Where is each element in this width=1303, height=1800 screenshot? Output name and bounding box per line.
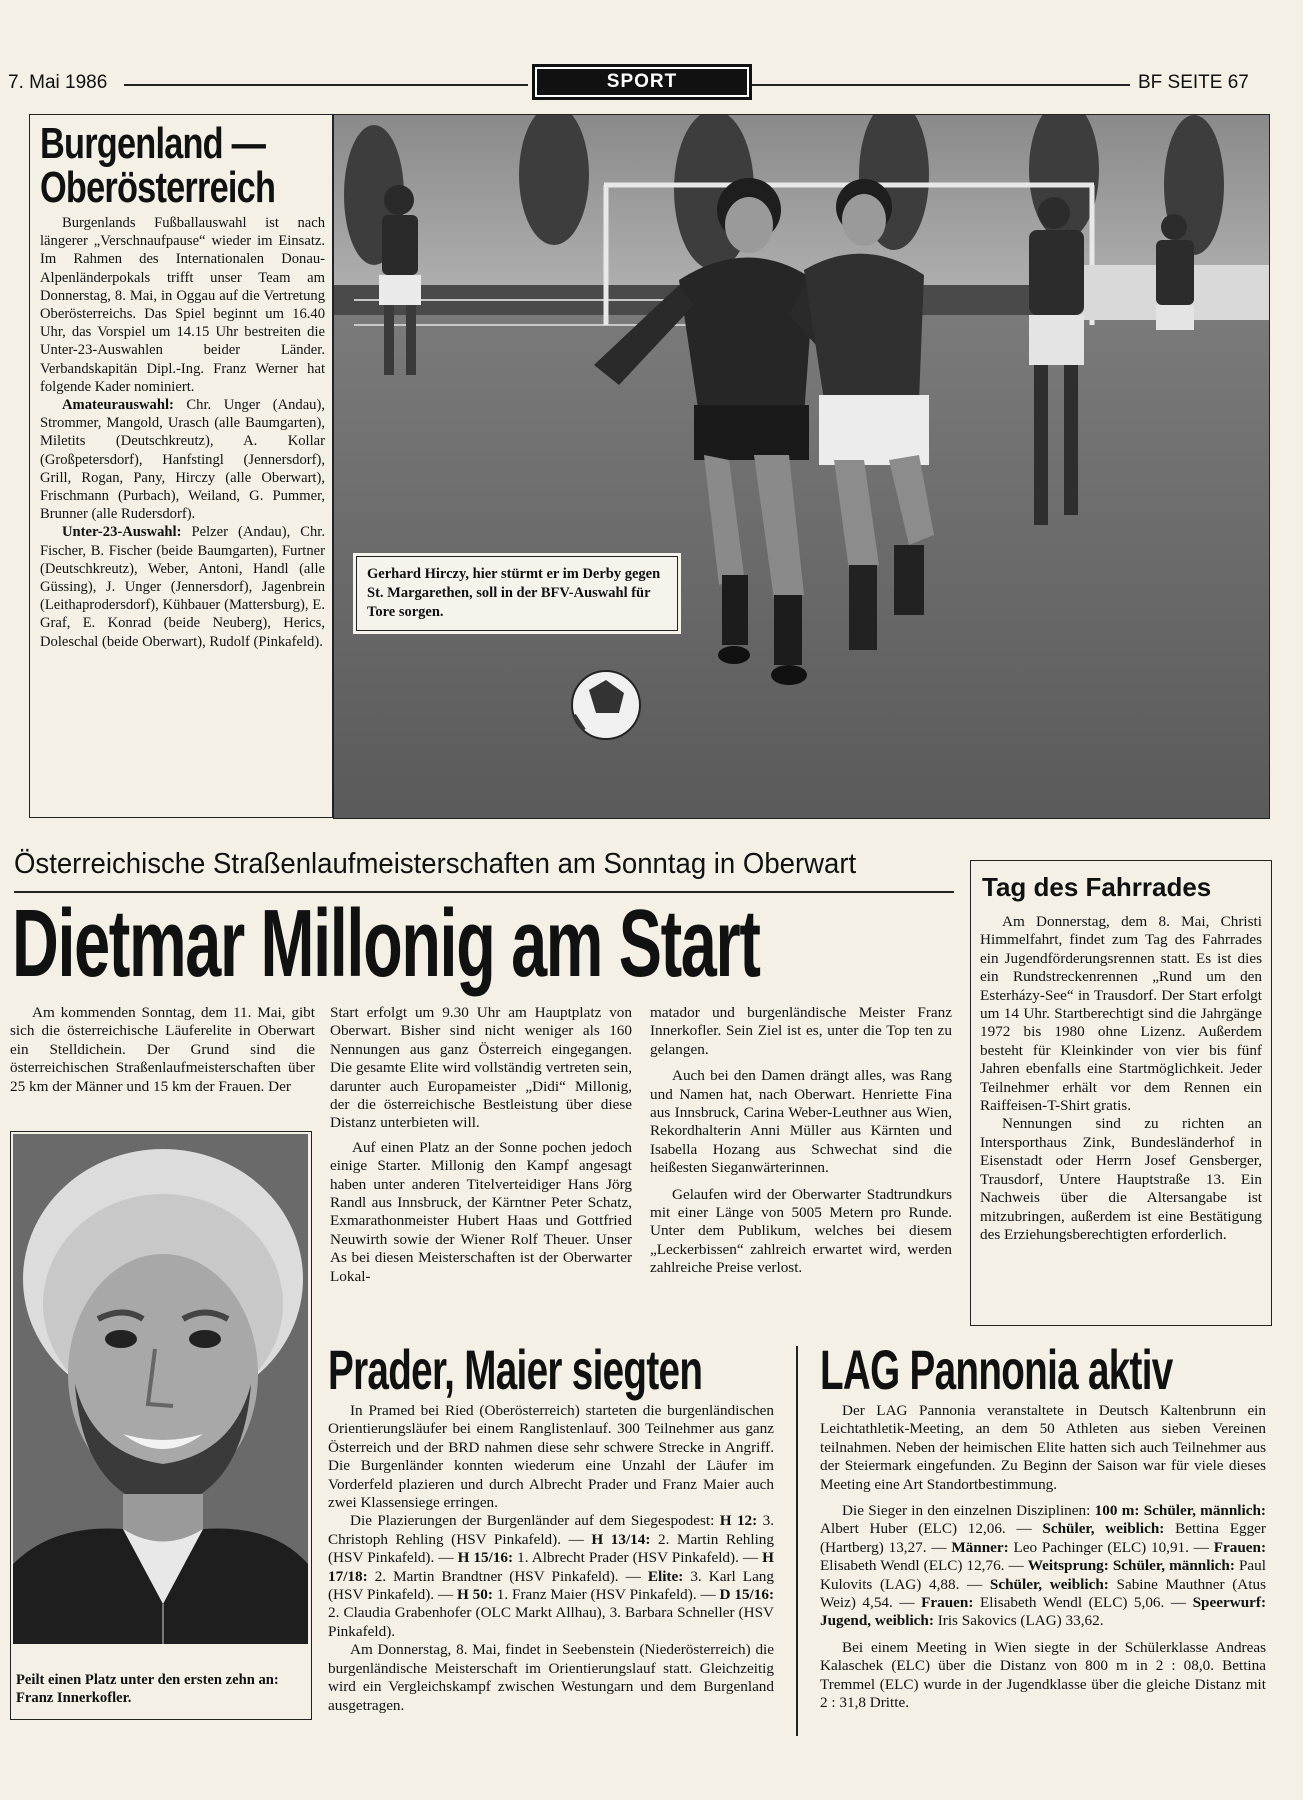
burgenland-body (40, 214, 325, 651)
result-d1516: 2. Claudia Grabenhofer (OLC Markt Allhau), 3. Barbara Schneller (HSV Pinkafeld). (328, 1604, 774, 1640)
millonig-col1 (10, 1004, 315, 1096)
class-h50: H 50: (456, 1586, 493, 1604)
fahrrad-body (980, 913, 1262, 1244)
result-h12: 3. Christoph Rehling (HSV Pinkafeld). — (328, 1512, 774, 1548)
class-d1516: D 15/16: (719, 1586, 775, 1604)
result-longjump-girls: Sabine Mauthner (Atus Weiz) 4,54. — (820, 1575, 1266, 1612)
lag-headline: LAG Pannonia aktiv (820, 1338, 1173, 1401)
lag-p2 (820, 1502, 1266, 1631)
page-number: BF SEITE 67 (1138, 72, 1249, 93)
discipline-100m-women: Frauen: (1213, 1538, 1267, 1556)
class-h1718: H 17/18: (328, 1549, 774, 1585)
burgenland-article (40, 119, 330, 651)
result-100m-men: Leo Pachinger (ELC) 10,91. — (1008, 1538, 1214, 1556)
prader-podium-intro: Die Plazierungen der Burgenländer auf dem Siegespodest: (350, 1512, 720, 1530)
result-longjump-boys: Paul Kulovits (LAG) 4,88. — (820, 1557, 1266, 1593)
soccer-photo-image (334, 115, 1269, 818)
fahrrad-headline: Tag des Fahrrades (982, 872, 1212, 902)
discipline-100m-men: Männer: (951, 1538, 1009, 1556)
result-longjump-women: Elisabeth Wendl (ELC) 5,06. — (973, 1594, 1193, 1612)
burgenland-headline-2: Oberösterreich (40, 163, 276, 212)
result-h50: 1. Franz Maier (HSV Pinkafeld). — (492, 1586, 720, 1604)
u23-label: Unter-23-Auswahl: (62, 524, 182, 541)
burgenland-amateur (40, 396, 325, 523)
fahrrad-p1: Am Donnerstag, dem 8. Mai, Christi Himmelfahrt, findet zum Tag des Fahrrades ein Jugendförderungsrennen statt. Es ist dies ein Rundstreckenrennen „Rund um den Esterházy-See“ in Trausdorf. Der Start erfolgt um 14 Uhr. Startberechtigt sind die Jahrgänge 1972 bis 1980 ohne Lizenz. Außerdem besteht für Kleinkinder von vier bis fünf Jahren ebenfalls eine Startmöglichkeit. Jeder Teilnehmer erhält vor dem Rennen ein Raiffeisen-T-Shirt gratis. (980, 913, 1262, 1115)
issue-date: 7. Mai 1986 (8, 72, 108, 93)
burgenland-intro: Burgenlands Fußballauswahl ist nach längerer „Verschnaufpause“ wieder im Einsatz. Im Rahmen des Internationalen Donau-Alpenländerpokals trifft unser Team am Donnerstag, 8. Mai, in Oggau auf die Vertretung Oberösterreichs. Das Spiel beginnt um 16.40 Uhr, das Vorspiel um 14.15 Uhr bestreiten die Unter-23-Auswahlen beider Länder. Verbandskapitän Dipl.-Ing. Franz Werner hat folgende Kader nominiert. (40, 215, 325, 395)
discipline-longjump-girls: Schüler, weiblich: (989, 1575, 1109, 1593)
millonig-kicker: Österreichische Straßenlaufmeisterschaften am Sonntag in Oberwart (14, 848, 857, 880)
lag-results-intro: Die Sieger in den einzelnen Disziplinen: (842, 1502, 1095, 1520)
millonig-col3 (650, 1004, 952, 1278)
u23-list: Pelzer (Andau), Chr. Fischer, B. Fischer (beide Baumgarten), Furtner (Deutschkreutz), Weber, Antoni, Handl (alle Güssing), J. Unger (Jennersdorf), Jagenbrein (Leithaprodersdorf), Kühbauer (Mattersburg), E. Graf, E. Konrad (beide Neuberg), Herics, Doleschal (beide Oberwart), Rudolf (Pinkafeld). (40, 524, 325, 650)
millonig-col2-p2: Auf einen Platz an der Sonne pochen jedoch einige Starter. Millonig den Kampf angesagt haben unter anderen Titelverteidiger Hans Jörg Randl aus Innsbruck, der Kärntner Peter Schatz, Exmarathonmeister Hubert Haas und Gottfried Neuwirth sowie der Wiener Rolf Theuer. Unser As bei diesen Meisterschaften ist der Oberwarter Lokal- (330, 1138, 632, 1285)
fahrrad-p2: Nennungen sind zu richten an Intersporthaus Zink, Bundesländerhof in Eisenstadt oder Herrn Josef Gensberger, Trausdorf, Untere Hauptstraße 13. Ein Nachweis über die Altersangabe ist mitzubringen, außerdem ist eine Bestätigung des Erziehungsberechtigten erforderlich. (980, 1115, 1262, 1243)
lag-p3: Bei einem Meeting in Wien siegte in der Schülerklasse Andreas Kalaschek (ELC) über die Distanz von 800 m in 2 : 08,0. Bettina Tremmel (ELC) wurde in der Jugendklasse über die gleiche Distanz mit 2 : 31,8 Dritte. (820, 1638, 1266, 1712)
millonig-headline: Dietmar Millonig am Start (12, 890, 760, 997)
soccer-caption: Gerhard Hirczy, hier stürmt er im Derby gegen St. Margarethen, soll in der BFV-Auswahl für Tore sorgen. (356, 556, 678, 631)
result-h1718: 2. Martin Brandtner (HSV Pinkafeld). — (367, 1567, 648, 1585)
millonig-col3-p3: Gelaufen wird der Oberwarter Stadtrundkurs mit einer Länge von 5005 Metern pro Runde. Unter dem Publikum, welches bei diesem „Leckerbissen“ zahlreich erwartet wird, werden zahlreiche Preise verlost. (650, 1185, 952, 1277)
millonig-col3-p1: matador und burgenländische Meister Franz Innerkofler. Sein Ziel ist es, unter die Top ten zu gelangen. (650, 1004, 952, 1058)
result-elite: 3. Karl Lang (HSV Pinkafeld). — (328, 1567, 774, 1604)
header-rule-right (752, 84, 1130, 86)
result-100m-boys: Albert Huber (ELC) 12,06. — (820, 1520, 1043, 1538)
result-h1516: 1. Albrecht Prader (HSV Pinkafeld). — (513, 1549, 763, 1567)
prader-p3: Am Donnerstag, 8. Mai, findet in Seebenstein (Niederösterreich) die burgenländische Meisterschaft im Orientierungslauf statt. Gleichzeitig wird ein Vergleichskampf zwischen Westungarn und dem Burgenland ausgetragen. (328, 1641, 774, 1714)
discipline-100m-boys: 100 m: Schüler, männlich: (1094, 1502, 1266, 1520)
section-label: SPORT (532, 64, 752, 100)
millonig-col2-p1: Start erfolgt um 9.30 Uhr am Hauptplatz von Oberwart. Bisher sind nicht weniger als 160 Nennungen aus ganz Österreich eingegangen. Die gesamte Elite wird vollständig vertreten sein, darunter auch Europameister „Didi“ Millonig, der die österreichische Bestleistung über diese Distanz unterbieten will. (330, 1004, 632, 1132)
millonig-col1-text: Am kommenden Sonntag, dem 11. Mai, gibt sich die österreichische Läuferelite in Oberwart ein Stelldichein. Der Grund sind die österreichischen Straßenlaufmeisterschaften über 25 km der Männer und 15 km der Frauen. Der (10, 1004, 315, 1095)
class-elite: Elite: (647, 1567, 684, 1585)
header-rule-left (124, 84, 528, 86)
result-javelin-youth: Iris Sakovics (LAG) 33,62. (933, 1612, 1104, 1630)
amateur-list: Chr. Unger (Andau), Strommer, Mangold, Urasch (alle Baumgarten), Miletits (Deutschkreutz), A. Kollar (Großpetersdorf), Hanfstingl (Jennersdorf), Grill, Rogan, Pany, Hirczy (alle Oberwart), Frischmann (Purbach), Weiland, G. Pummer, Brunner (alle Rudersdorf). (40, 397, 325, 523)
discipline-100m-girls: Schüler, weiblich: (1042, 1520, 1165, 1538)
prader-p2 (328, 1512, 774, 1641)
lag-body (820, 1402, 1266, 1713)
burgenland-u23 (40, 523, 325, 650)
amateur-label: Amateurauswahl: (62, 397, 174, 414)
millonig-col3-p2: Auch bei den Damen drängt alles, was Rang und Namen hat, nach Oberwart. Henriette Fina aus Innsbruck, Carina Weber-Leuthner aus Wien, Rekordhalterin Anni Müller aus Kärnten und Isabella Hozang aus Schwechat sind die heißesten Sieganwärterinnen. (650, 1067, 952, 1177)
result-h1314: 2. Martin Rehling (HSV Pinkafeld). — (328, 1530, 774, 1567)
discipline-longjump-women: Frauen: (921, 1594, 974, 1612)
soccer-photo (333, 114, 1270, 819)
portrait-caption: Peilt einen Platz unter den ersten zehn an: Franz Innerkofler. (16, 1672, 279, 1706)
portrait-image (13, 1134, 308, 1644)
prader-headline: Prader, Maier siegten (328, 1338, 703, 1401)
burgenland-headline-1: Burgenland — (40, 119, 266, 168)
portrait-photo (13, 1134, 308, 1644)
prader-body (328, 1402, 774, 1715)
column-divider (796, 1346, 798, 1736)
millonig-col2 (330, 1004, 632, 1286)
lag-p1: Der LAG Pannonia veranstaltete in Deutsch Kaltenbrunn ein Leichtathletik-Meeting, an dem 50 Athleten aus sieben Vereinen teilnahmen. Neben der heimischen Elite hatten sich auch Teilnehmer aus der Steiermark eingefunden. Zu Beginn der Saison war für viele dieses Meeting eine Art Standortbestimmung. (820, 1402, 1266, 1493)
class-h1314: H 13/14: (591, 1530, 651, 1548)
result-100m-girls: Bettina Egger (Hartberg) 13,27. — (820, 1520, 1266, 1556)
prader-p1: In Pramed bei Ried (Oberösterreich) starteten die burgenländischen Orientierungsläufer bei einem Ranglistenlauf. 300 Teilnehmer aus ganz Österreich und der BRD nahmen diese sehr schwere Strecke in Angriff. Die Burgenländer konnten wiederum eine Unzahl der Läufer im Vorderfeld plazieren und durch Albrecht Prader und Franz Maier auch zwei Klassensiege erringen. (328, 1402, 774, 1512)
class-h12: H 12: (719, 1512, 758, 1530)
class-h1516: H 15/16: (457, 1549, 514, 1567)
discipline-javelin-youth: Speerwurf: Jugend, weiblich: (820, 1594, 1266, 1630)
result-100m-women: Elisabeth Wendl (ELC) 12,76. — (820, 1557, 1028, 1575)
discipline-longjump-boys: Weitsprung: Schüler, männlich: (1027, 1557, 1235, 1575)
